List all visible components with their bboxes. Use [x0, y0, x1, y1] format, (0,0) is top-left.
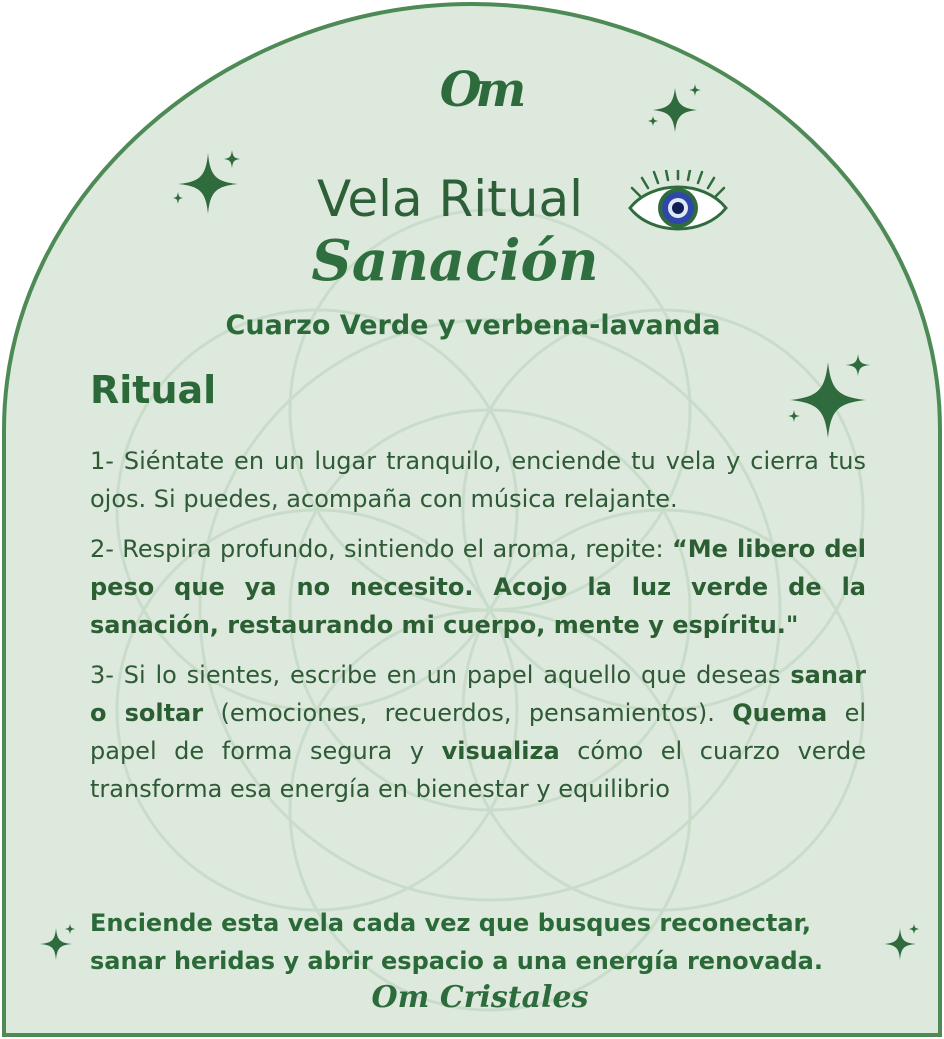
step3-part3: el papel de forma segura y [90, 699, 867, 765]
step1-text: 1- Siéntate en un lugar tranquilo, enciende tu vela y cierra tus ojos. Si puedes, acompaña con música relajante. [90, 447, 866, 513]
step3-part1: 3- Si lo sientes, escribe en un papel aquello que deseas [90, 661, 791, 689]
ritual-step-1 [90, 442, 866, 518]
step3-part2: (emociones, recuerdos, pensamientos). [203, 699, 733, 727]
step3-part4: cómo el cuarzo verde transforma esa energía en bienestar y equilibrio [90, 737, 866, 803]
step3-bold-quema: Quema [732, 699, 828, 727]
page-subtitle: Sanación [311, 228, 599, 294]
sparkle-icon [645, 82, 707, 138]
sparkle-icon [168, 148, 248, 218]
step2-intro: 2- Respira profundo, sintiendo el aroma, repite: [90, 535, 672, 563]
step3-bold-visualiza: visualiza [441, 737, 560, 765]
sparkle-icon [782, 352, 878, 440]
closing-message [90, 904, 880, 980]
sparkle-icon [34, 922, 78, 966]
om-logo-icon: Om [439, 62, 521, 118]
step3-bold-sanar: sanar o soltar [90, 661, 866, 727]
sparkle-icon [878, 922, 922, 966]
evil-eye-icon [626, 170, 730, 242]
brand-signature: Om Cristales [371, 980, 589, 1015]
closing-line-2: sanar heridas y abrir espacio a una energía renovada. [90, 947, 823, 975]
ritual-step-3 [90, 656, 866, 808]
step2-affirmation: “Me libero del peso que ya no necesito. Acojo la luz verde de la sanación, restaurando mi cuerpo, mente y espíritu." [90, 535, 867, 639]
page-title: Vela Ritual [317, 170, 583, 228]
ritual-heading: Ritual [90, 368, 217, 412]
ritual-steps [90, 442, 866, 820]
closing-line-1: Enciende esta vela cada vez que busques reconectar, [90, 909, 811, 937]
ritual-step-2 [90, 530, 866, 644]
ingredients-line: Cuarzo Verde y verbena-lavanda [225, 310, 721, 341]
